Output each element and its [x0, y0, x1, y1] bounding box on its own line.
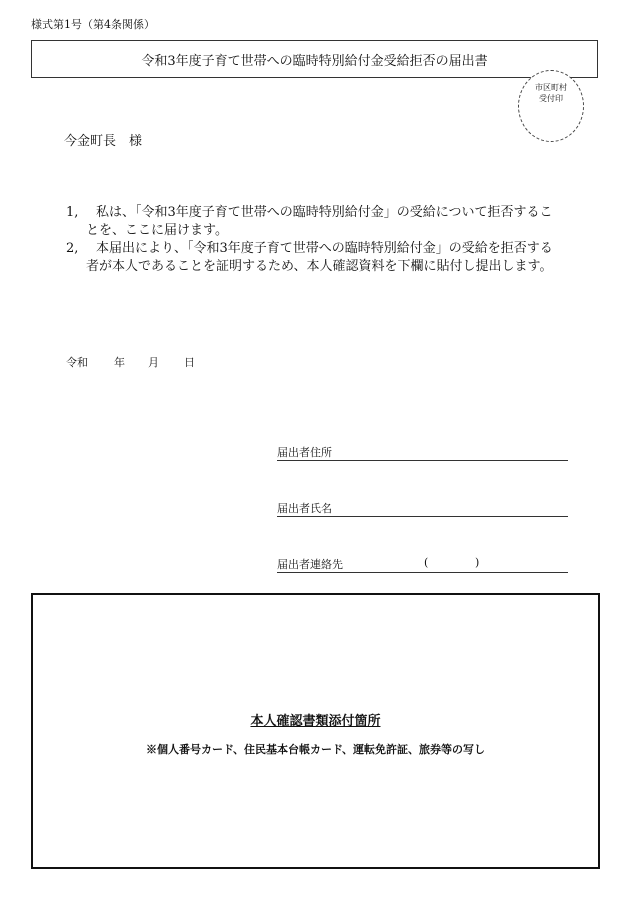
id-section-title-text: 本人確認書類添付箇所: [250, 714, 381, 729]
statement-item-1: [66, 204, 586, 240]
item-number: 1,: [66, 205, 79, 220]
document-title-box: [31, 40, 598, 78]
id-section-title: [33, 710, 598, 729]
date-month: 月: [148, 356, 159, 369]
date-era: 令和: [66, 356, 88, 369]
applicant-name-field[interactable]: [277, 500, 568, 517]
date-year: 年: [114, 356, 125, 369]
contact-paren-close: ): [475, 556, 480, 569]
applicant-contact-field[interactable]: [277, 556, 568, 573]
id-document-attachment-area: [31, 593, 600, 869]
applicant-address-field[interactable]: [277, 444, 568, 461]
stamp-label-line1: 市区町村: [535, 83, 567, 92]
item-text-line2: 者が本人であることを証明するため、本人確認資料を下欄に貼付し提出します。: [86, 259, 553, 274]
statement-item-2: [66, 240, 586, 276]
addressee: 今金町長 様: [64, 134, 143, 149]
document-title: 令和3年度子育て世帯への臨時特別給付金受給拒否の届出書: [141, 53, 488, 69]
item-text-line1: 本届出により、「令和3年度子育て世帯への臨時特別給付金」の受給を拒否する: [96, 241, 553, 256]
contact-paren-open: (: [424, 556, 429, 569]
date-line: [66, 354, 195, 370]
stamp-label-line2: 受付印: [539, 94, 563, 103]
address-label: 届出者住所: [277, 446, 332, 459]
item-text-line1: 私は、「令和3年度子育て世帯への臨時特別給付金」の受給について拒否するこ: [96, 205, 553, 220]
item-text-line2: とを、ここに届けます。: [86, 223, 228, 238]
reception-stamp-area: [518, 70, 584, 142]
item-number: 2,: [66, 241, 79, 256]
form-number: 様式第1号（第4条関係）: [31, 18, 155, 31]
id-section-note: ※個人番号カード、住民基本台帳カード、運転免許証、旅券等の写し: [145, 743, 486, 756]
date-day: 日: [184, 356, 195, 369]
contact-label: 届出者連絡先: [277, 558, 343, 571]
name-label: 届出者氏名: [277, 502, 332, 515]
